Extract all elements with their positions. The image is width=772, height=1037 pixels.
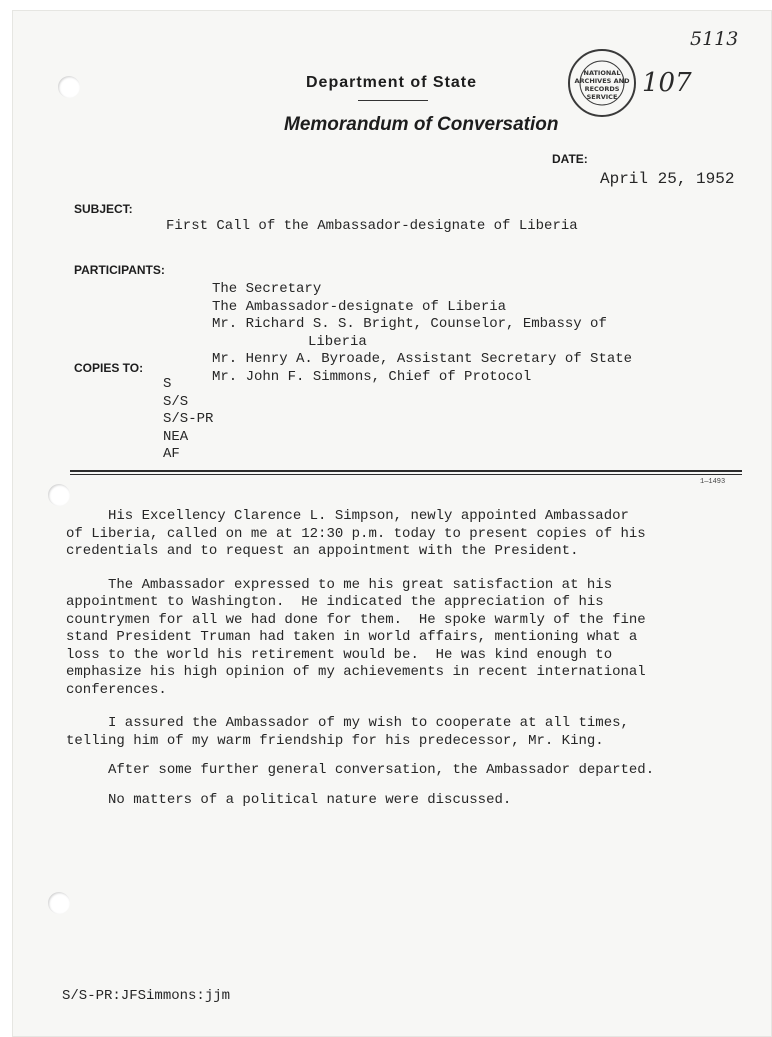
copy-recipient: AF: [163, 446, 180, 462]
body-paragraph: The Ambassador expressed to me his great satisfaction at his appointment to Washington. He indicated the appreciation of his countrymen for all we had done for them. He spoke warmly of the fine stand President Truman had taken in world affairs, mentioning what a loss to the world his retirement would be. He was kind enough to emphasize his high opinion of my achievements in recent international conferences.: [66, 576, 646, 698]
participant-item: The Ambassador-designate of Liberia: [212, 298, 507, 315]
title-divider: [358, 100, 428, 101]
copy-recipient: NEA: [163, 428, 189, 445]
participant-item: The Secretary: [212, 281, 322, 297]
punch-hole: [48, 892, 70, 914]
body-paragraph: After some further general conversation, the Ambassador departed.: [66, 762, 655, 778]
punch-hole: [58, 76, 80, 98]
section-divider: [70, 470, 742, 472]
body-paragraph: No matters of a political nature were discussed.: [66, 791, 512, 808]
participant-item: Mr. Richard S. S. Bright, Counselor, Embassy of: [212, 316, 607, 332]
svg-text:NATIONAL: NATIONAL: [583, 69, 621, 77]
date-value: April 25, 1952: [600, 170, 735, 188]
copy-recipient: S: [163, 376, 172, 392]
body-paragraph: I assured the Ambassador of my wish to cooperate at all times, telling him of my warm friendship for his predecessor, Mr. King.: [66, 715, 629, 749]
memo-body: [66, 508, 756, 825]
svg-text:RECORDS: RECORDS: [584, 85, 620, 93]
participants-label: PARTICIPANTS:: [74, 263, 165, 277]
copy-recipient: S/S: [163, 393, 189, 410]
participant-item: Mr. Henry A. Byroade, Assistant Secretary of State: [212, 351, 633, 367]
participants-list: [212, 281, 632, 386]
body-paragraph: His Excellency Clarence L. Simpson, newly appointed Ambassador of Liberia, called on me at 12:30 p.m. today to present copies of his credentials and to request an appointment with the President.: [66, 508, 646, 559]
archives-stamp-seal: [567, 48, 637, 118]
department-title: Department of State: [306, 74, 478, 91]
handwritten-file-number: 5113: [690, 28, 739, 50]
form-number: 1—1493: [700, 478, 726, 486]
punch-hole: [48, 484, 70, 506]
subject-label: SUBJECT:: [74, 202, 133, 216]
memo-title: Memorandum of Conversation: [284, 114, 559, 135]
participant-item-continuation: Liberia: [308, 333, 367, 350]
drafter-initials: S/S-PR:JFSimmons:jjm: [62, 988, 231, 1004]
section-divider: [70, 474, 742, 475]
svg-text:ARCHIVES AND: ARCHIVES AND: [574, 77, 630, 85]
svg-text:SERVICE: SERVICE: [586, 93, 618, 101]
participant-item: Mr. John F. Simmons, Chief of Protocol: [212, 368, 532, 385]
copies-to-label: COPIES TO:: [74, 361, 144, 375]
subject-text: First Call of the Ambassador-designate of Liberia: [166, 218, 578, 234]
copies-list: [163, 376, 213, 464]
date-label: DATE:: [552, 152, 588, 166]
stamp-handwritten-number: 107: [642, 68, 692, 98]
copy-recipient: S/S-PR: [163, 411, 214, 427]
